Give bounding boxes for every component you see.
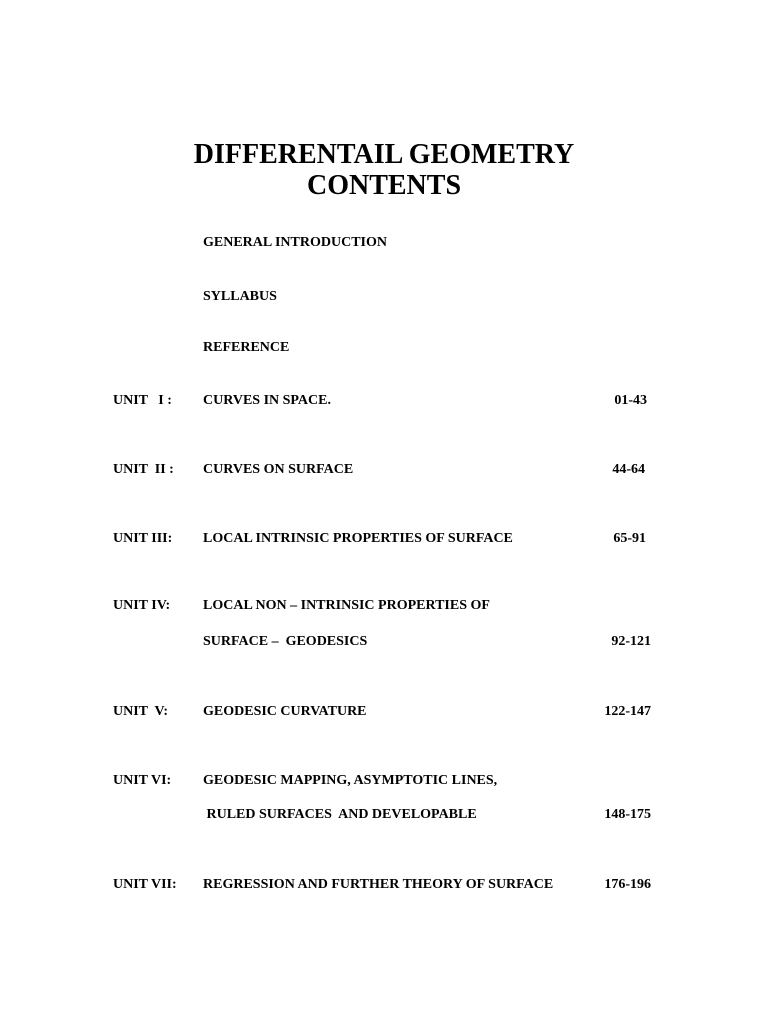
front-item-introduction: GENERAL INTRODUCTION	[203, 235, 387, 250]
unit-pages: 44-64	[612, 462, 645, 477]
unit-label: UNIT V:	[113, 704, 168, 719]
unit-label: UNIT IV:	[113, 598, 171, 613]
unit-pages: 92-121	[611, 634, 651, 649]
unit-title: GEODESIC MAPPING, ASYMPTOTIC LINES,	[203, 773, 498, 788]
title-line-2: CONTENTS	[306, 170, 462, 201]
front-item-syllabus: SYLLABUS	[203, 289, 277, 304]
unit-title: CURVES ON SURFACE	[203, 462, 354, 477]
unit-pages: 176-196	[604, 877, 651, 892]
unit-pages: 122-147	[604, 704, 651, 719]
unit-title: GEODESIC CURVATURE	[203, 704, 367, 719]
unit-label: UNIT II :	[113, 462, 174, 477]
unit-label: UNIT I :	[113, 393, 172, 408]
title-line-1: DIFFERENTAIL GEOMETRY	[193, 139, 575, 170]
unit-pages: 01-43	[614, 393, 647, 408]
front-item-reference: REFERENCE	[203, 340, 290, 355]
unit-label: UNIT III:	[113, 531, 173, 546]
unit-pages: 65-91	[613, 531, 646, 546]
unit-label: UNIT VII:	[113, 877, 177, 892]
unit-title: CURVES IN SPACE.	[203, 393, 331, 408]
unit-title: REGRESSION AND FURTHER THEORY OF SURFACE	[203, 877, 554, 892]
unit-label: UNIT VI:	[113, 773, 172, 788]
unit-pages: 148-175	[604, 807, 651, 822]
unit-title-continued: RULED SURFACES AND DEVELOPABLE	[203, 807, 477, 822]
unit-title: LOCAL NON – INTRINSIC PROPERTIES OF	[203, 598, 490, 613]
unit-title: LOCAL INTRINSIC PROPERTIES OF SURFACE	[203, 531, 513, 546]
unit-title-continued: SURFACE – GEODESICS	[203, 634, 368, 649]
